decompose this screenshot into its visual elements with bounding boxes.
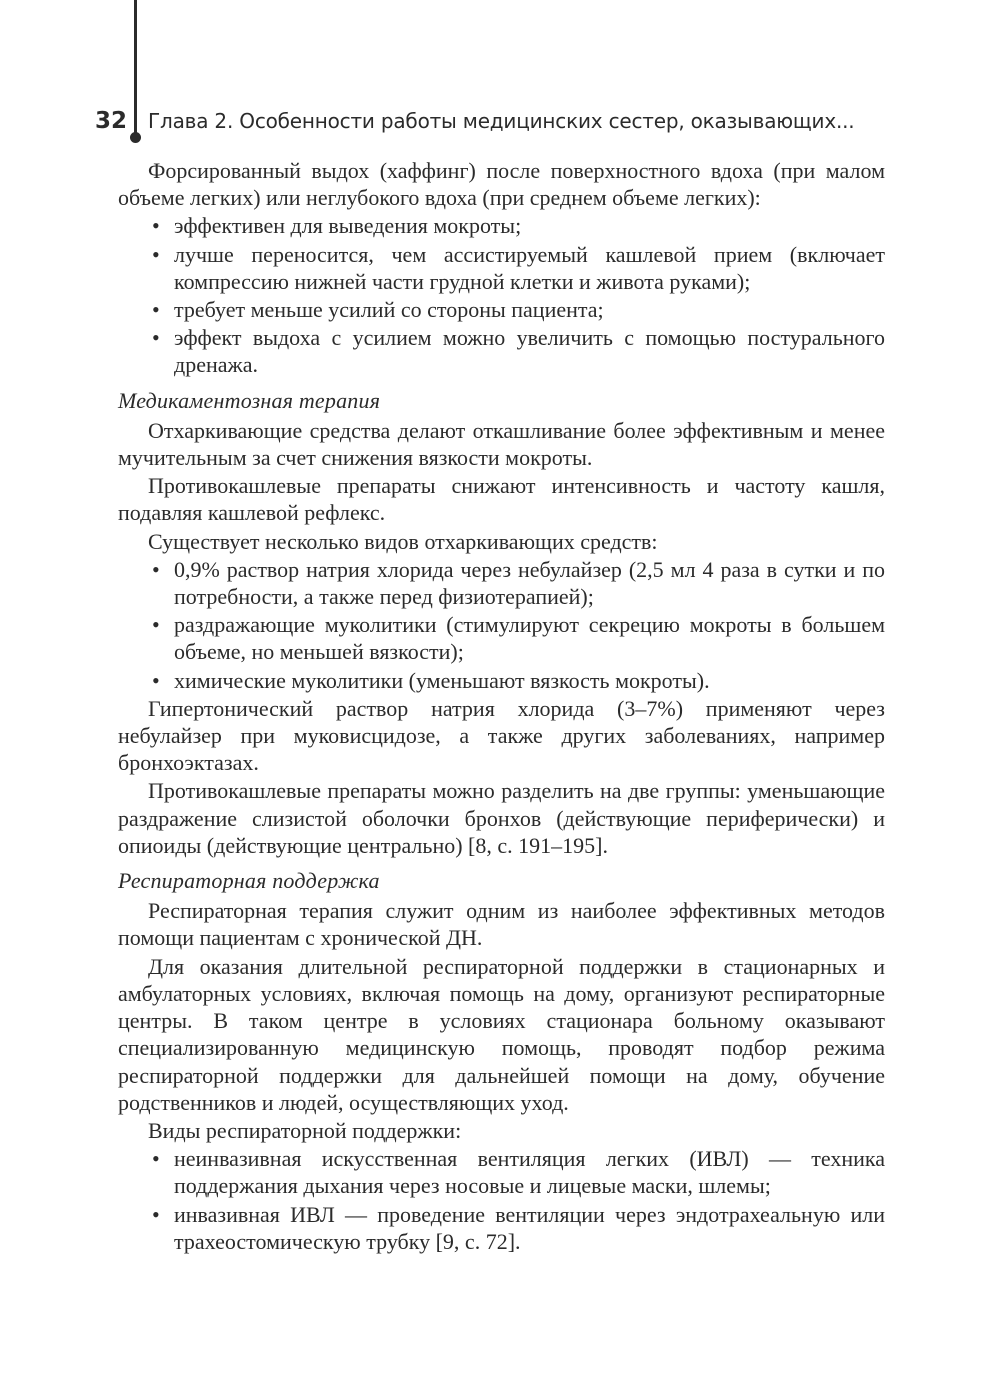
- list-item-text: эффект выдоха с усилием можно увеличить с помощью постурального дренажа.: [174, 325, 885, 378]
- bullet-marker: •: [152, 1201, 160, 1227]
- running-title: Глава 2. Особенности работы медицинских сестер, оказывающих...: [148, 109, 855, 133]
- list-item: [118, 1145, 885, 1199]
- page-body: [118, 157, 885, 1256]
- huffing-bullet-list: [118, 212, 885, 378]
- section-heading-drug-therapy: Медикаментозная терапия: [118, 387, 381, 413]
- list-item: [118, 324, 885, 378]
- list-item-text: раздражающие муколитики (стимулируют секрецию мокроты в большем объеме, но меньшей вязкости);: [174, 612, 885, 665]
- list-item: [118, 1201, 885, 1255]
- list-item: [118, 556, 885, 610]
- expectorant-bullet-list: [118, 556, 885, 694]
- margin-rule: [134, 0, 137, 138]
- paragraph-expectorant-types: Существует несколько видов отхаркивающих средств:: [148, 528, 658, 554]
- bullet-marker: •: [152, 325, 160, 351]
- bullet-marker: •: [152, 1146, 160, 1172]
- paragraph-respiratory-therapy: Респираторная терапия служит одним из наиболее эффективных методов помощи пациентам с хронической ДН.: [118, 898, 885, 951]
- margin-rule-dot: [130, 132, 141, 143]
- list-item: [118, 212, 885, 239]
- paragraph-support-types: Виды респираторной поддержки:: [148, 1117, 462, 1143]
- section-heading-respiratory-support: Респираторная поддержка: [118, 868, 380, 894]
- paragraph-hypertonic-saline: Гипертонический раствор натрия хлорида (3–7%) применяют через небулайзер при муковисцидозе, а также других заболеваниях, например бронхоэктазах.: [118, 695, 885, 776]
- bullet-marker: •: [152, 213, 160, 239]
- list-item: [118, 667, 885, 694]
- list-item-text: лучше переносится, чем ассистируемый кашлевой прием (включает компрессию нижней части грудной клетки и живота руками);: [174, 241, 885, 294]
- support-bullet-list: [118, 1145, 885, 1255]
- list-item: [118, 611, 885, 665]
- paragraph-antitussive-groups: Противокашлевые препараты можно разделить на две группы: уменьшающие раздражение слизистой оболочки бронхов (действующие периферически) и опиоиды (действующие центрально) [8, с. 191–195].: [118, 778, 885, 858]
- page-number: 32: [95, 108, 128, 134]
- paragraph-expectorants: Отхаркивающие средства делают откашливание более эффективным и менее мучительным за счет снижения вязкости мокроты.: [118, 417, 885, 471]
- paragraph-respiratory-centers: Для оказания длительной респираторной поддержки в стационарных и амбулаторных условиях, включая помощь на дому, организуют респираторные центры. В таком центре в условиях стационара больному оказывают специализированную медицинскую помощь, проводят подбор режима респираторной поддержки для дальнейшей помощи на дому, обучение родственников и людей, осуществляющих уход.: [118, 953, 885, 1115]
- bullet-marker: •: [152, 241, 160, 267]
- paragraph-huffing-intro: Форсированный выдох (хаффинг) после поверхностного вдоха (при малом объеме легких) или неглубокого вдоха (при среднем объеме легких):: [118, 158, 885, 211]
- bullet-marker: •: [152, 297, 160, 323]
- bullet-marker: •: [152, 612, 160, 638]
- list-item-text: неинвазивная искусственная вентиляция легких (ИВЛ) — техника поддержания дыхания через носовые и лицевые маски, шлемы;: [174, 1146, 885, 1199]
- bullet-marker: •: [152, 556, 160, 582]
- bullet-marker: •: [152, 667, 160, 693]
- list-item-text: химические муколитики (уменьшают вязкость мокроты).: [174, 667, 710, 693]
- list-item-text: инвазивная ИВЛ — проведение вентиляции через эндотрахеальную или трахеостомическую трубку [9, с. 72].: [174, 1201, 885, 1254]
- list-item-text: эффективен для выведения мокроты;: [174, 213, 522, 239]
- list-item-text: требует меньше усилий со стороны пациента;: [174, 297, 604, 323]
- list-item-text: 0,9% раствор натрия хлорида через небулайзер (2,5 мл 4 раза в сутки и по потребности, а также перед физиотерапией);: [174, 556, 885, 610]
- paragraph-antitussives: Противокашлевые препараты снижают интенсивность и частоту кашля, подавляя кашлевой рефлекс.: [118, 473, 885, 526]
- list-item: [118, 241, 885, 295]
- list-item: [118, 296, 885, 323]
